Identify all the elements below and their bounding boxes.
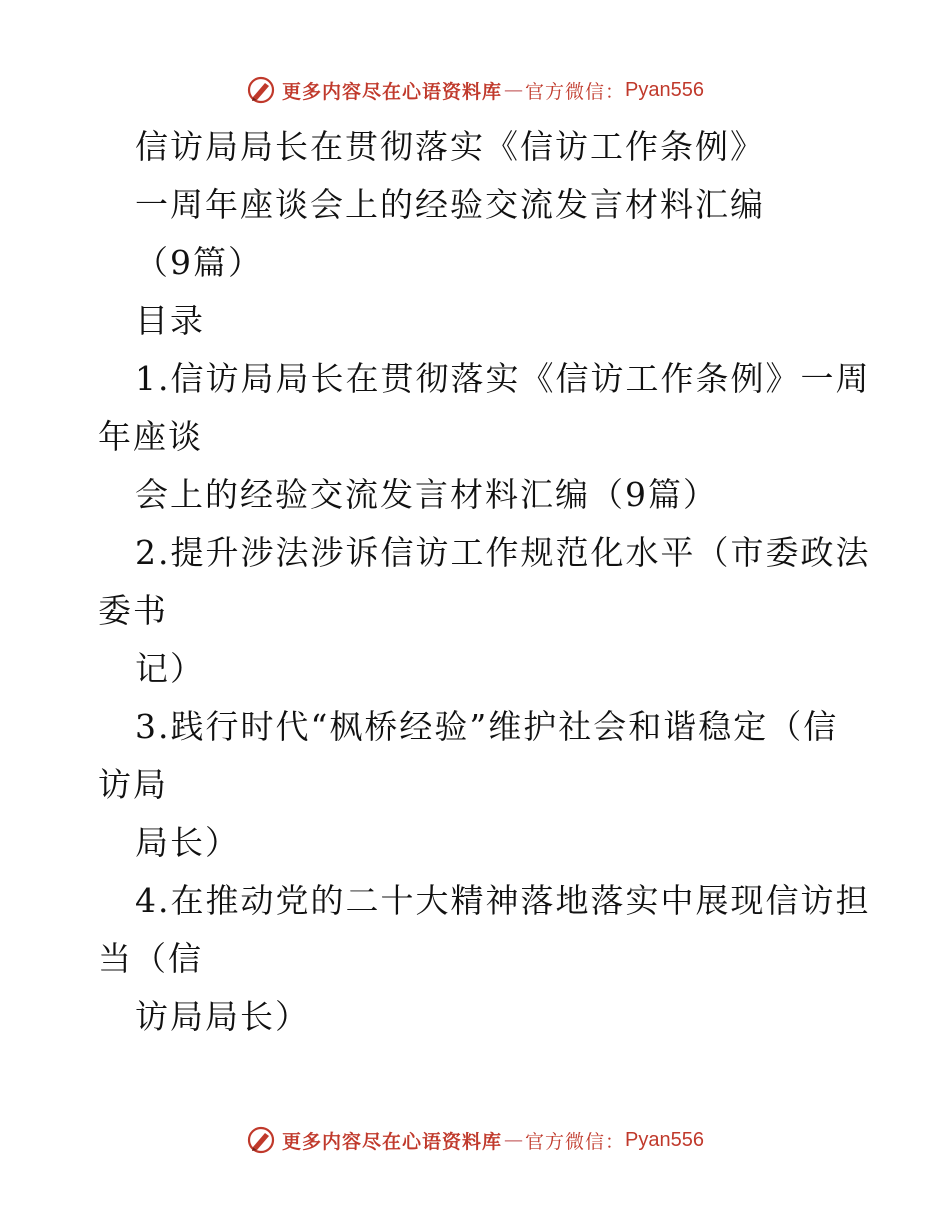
header-dash: — [504, 79, 524, 101]
footer-banner [0, 1120, 950, 1160]
pen-logo-icon [246, 1125, 276, 1155]
toc-item-line: 3.践行时代“枫桥经验”维护社会和谐稳定（信 [135, 707, 839, 746]
toc-item-line: 当（信 [98, 939, 203, 978]
footer-wechat-label: 官方微信： [525, 1130, 626, 1153]
header-slogan: 更多内容尽在心语资料库 [282, 80, 503, 103]
toc-item-line: 委书 [98, 591, 168, 630]
toc-item-1 [98, 350, 878, 524]
toc-item-line: 年座谈 [98, 417, 203, 456]
toc-item-line: 2.提升涉法涉诉信访工作规范化水平（市委政法 [135, 533, 871, 572]
toc-item-line: 访局局长） [135, 997, 310, 1036]
toc-item-4 [98, 872, 878, 1046]
toc-item-3 [98, 698, 878, 872]
footer-wechat-id: Pyan556 [625, 1128, 704, 1151]
toc-item-line: 局长） [135, 823, 240, 862]
toc-item-line: 1.信访局局长在贯彻落实《信访工作条例》一周 [135, 359, 871, 398]
toc-item-line: 4.在推动党的二十大精神落地落实中展现信访担 [135, 881, 871, 920]
toc-item-line: 会上的经验交流发言材料汇编（9篇） [135, 475, 718, 514]
header-wechat-id: Pyan556 [625, 78, 704, 101]
toc-item-2 [98, 524, 878, 698]
footer-slogan: 更多内容尽在心语资料库 [282, 1130, 503, 1153]
header-banner [0, 70, 950, 110]
document-title-line-3: （9篇） [135, 243, 263, 282]
document-title-line-1: 信访局局长在贯彻落实《信访工作条例》 [135, 127, 765, 166]
toc-heading: 目录 [135, 301, 205, 340]
document-body [98, 118, 878, 1046]
footer-dash: — [504, 1129, 524, 1151]
document-title-line-2: 一周年座谈会上的经验交流发言材料汇编 [135, 185, 765, 224]
toc-item-line: 访局 [98, 765, 168, 804]
pen-logo-icon [246, 75, 276, 105]
toc-item-line: 记） [135, 649, 205, 688]
header-wechat-label: 官方微信： [525, 80, 626, 103]
